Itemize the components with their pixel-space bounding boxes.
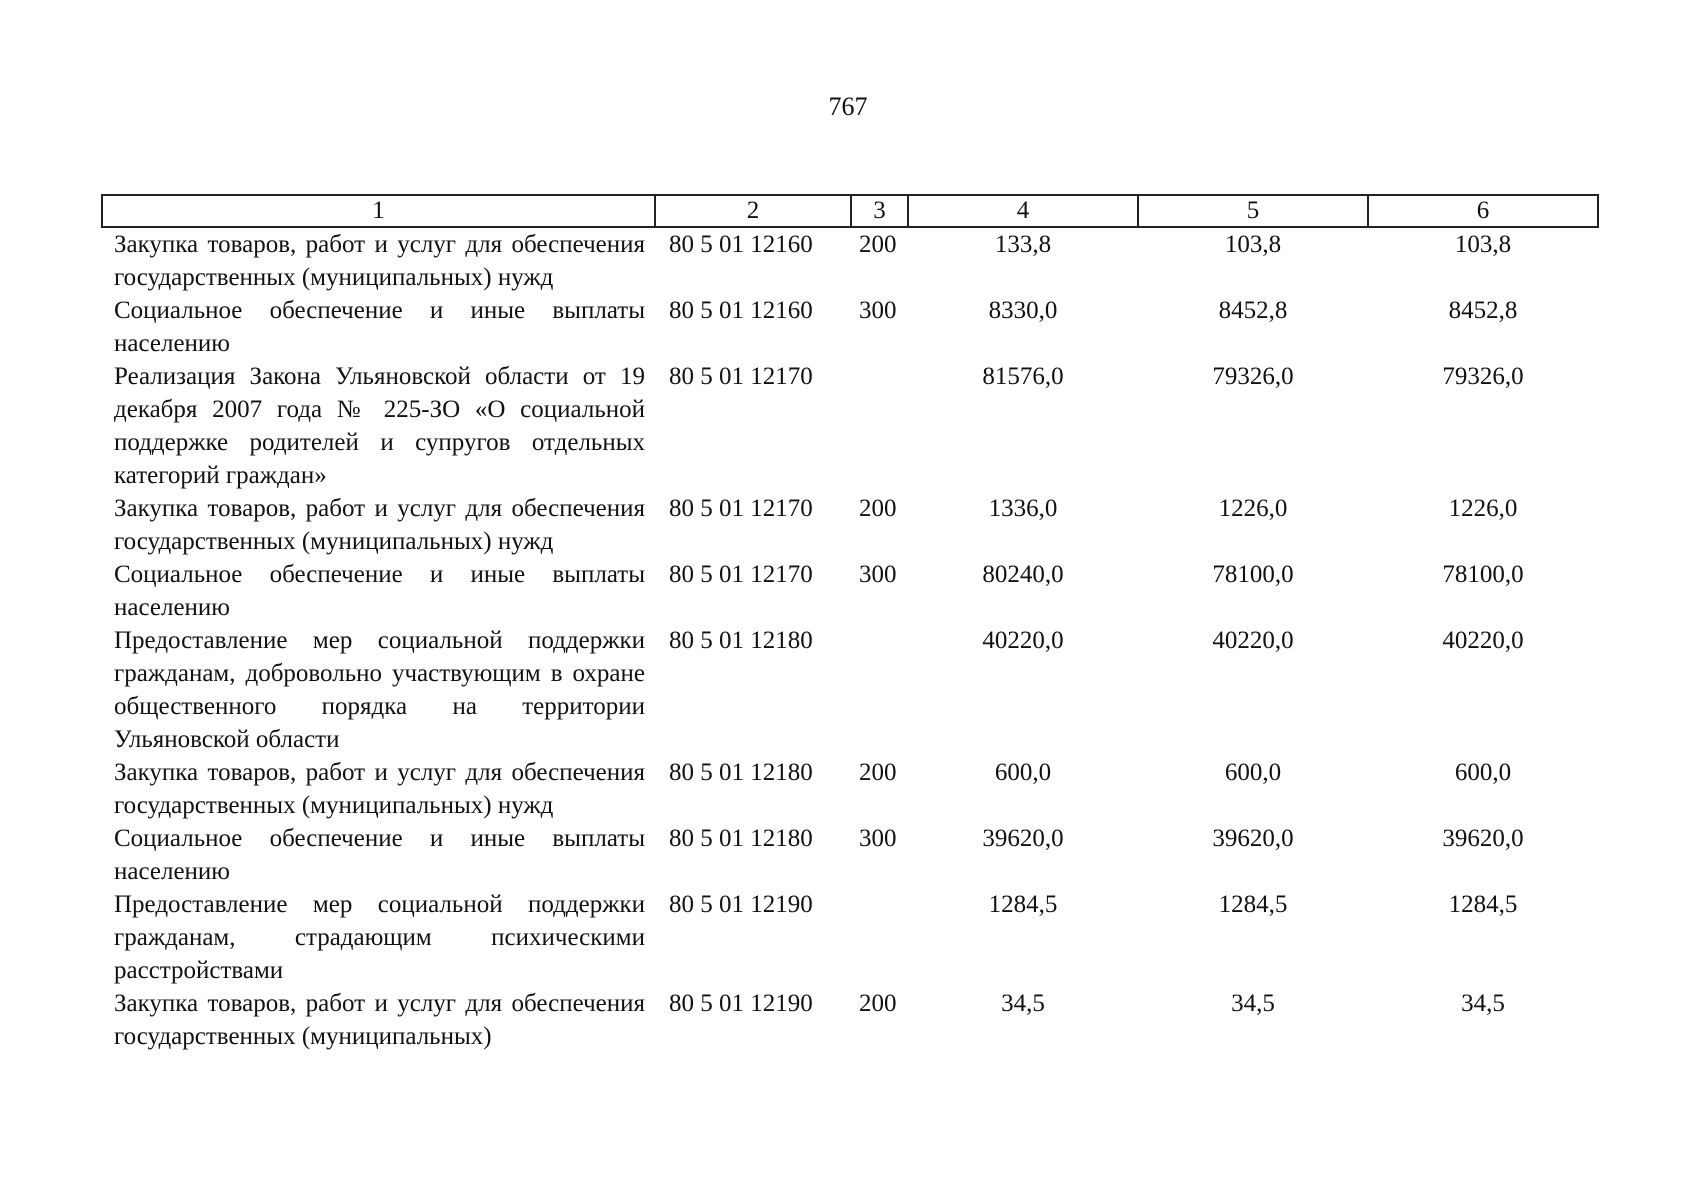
header-col-5: 5	[1138, 195, 1368, 227]
row-value-col5: 103,8	[1224, 231, 1282, 258]
row-description: Закупка товаров, работ и услуг для обеспечения государственных (муниципальных) нужд	[114, 231, 645, 291]
row-target-code: 80 5 01 12180	[669, 627, 813, 654]
row-value-col4: 133,8	[994, 231, 1052, 258]
row-value-col4: 81576,0	[982, 363, 1064, 390]
row-target-code: 80 5 01 12180	[669, 759, 813, 786]
row-value-col5: 78100,0	[1212, 561, 1294, 588]
row-expense-type: 200	[859, 990, 897, 1017]
header-col-2: 2	[655, 195, 851, 227]
row-value-col5: 1284,5	[1218, 891, 1288, 918]
row-value-col6: 600,0	[1454, 759, 1512, 786]
header-col-3: 3	[851, 195, 908, 227]
row-target-code: 80 5 01 12170	[669, 561, 813, 588]
row-target-code: 80 5 01 12170	[669, 363, 813, 390]
row-value-col5: 600,0	[1224, 759, 1282, 786]
row-target-code: 80 5 01 12180	[669, 825, 813, 852]
row-expense-type	[851, 888, 908, 987]
row-value-col5: 1226,0	[1218, 495, 1288, 522]
budget-table	[101, 194, 1599, 1053]
table-row	[102, 888, 1598, 987]
row-value-col5: 40220,0	[1212, 627, 1294, 654]
row-value-col6: 39620,0	[1442, 825, 1524, 852]
row-value-col6: 103,8	[1454, 231, 1512, 258]
row-description: Закупка товаров, работ и услуг для обеспечения государственных (муниципальных) нужд	[114, 495, 645, 555]
row-value-col6: 78100,0	[1442, 561, 1524, 588]
row-value-col4: 34,5	[1001, 990, 1045, 1017]
row-value-col4: 1284,5	[988, 891, 1058, 918]
row-description: Закупка товаров, работ и услуг для обеспечения государственных (муниципальных) нужд	[114, 759, 645, 819]
row-expense-type: 200	[859, 495, 897, 522]
header-col-1: 1	[102, 195, 655, 227]
table-row	[102, 756, 1598, 822]
row-description: Реализация Закона Ульяновской области от 19 декабря 2007 года № 225-ЗО «О социальной поддержке родителей и супругов отдельных категорий граждан»	[114, 363, 645, 489]
row-value-col4: 40220,0	[982, 627, 1064, 654]
row-description: Предоставление мер социальной поддержки гражданам, добровольно участвующим в охране общественного порядка на территории Ульяновской области	[114, 627, 645, 753]
budget-table-container	[101, 194, 1597, 1053]
row-value-col6: 34,5	[1461, 990, 1505, 1017]
row-expense-type	[851, 360, 908, 492]
row-expense-type	[851, 624, 908, 756]
row-expense-type: 300	[859, 825, 897, 852]
row-description: Социальное обеспечение и иные выплаты населению	[114, 825, 645, 885]
row-description: Предоставление мер социальной поддержки гражданам, страдающим психическими расстройствами	[114, 891, 645, 984]
row-target-code: 80 5 01 12190	[669, 990, 813, 1017]
table-row	[102, 227, 1598, 294]
table-row	[102, 987, 1598, 1053]
row-value-col4: 8330,0	[988, 297, 1058, 324]
row-value-col5: 34,5	[1231, 990, 1275, 1017]
table-row	[102, 624, 1598, 756]
row-value-col6: 40220,0	[1442, 627, 1524, 654]
page-number: 767	[828, 92, 868, 121]
header-col-4: 4	[908, 195, 1138, 227]
row-value-col4: 80240,0	[982, 561, 1064, 588]
row-expense-type: 200	[859, 759, 897, 786]
row-value-col4: 600,0	[994, 759, 1052, 786]
row-target-code: 80 5 01 12160	[669, 297, 813, 324]
table-header	[102, 195, 1598, 227]
table-row	[102, 492, 1598, 558]
row-value-col5: 8452,8	[1218, 297, 1288, 324]
row-value-col6: 8452,8	[1448, 297, 1518, 324]
row-expense-type: 300	[859, 561, 897, 588]
row-target-code: 80 5 01 12160	[669, 231, 813, 258]
row-target-code: 80 5 01 12190	[669, 891, 813, 918]
row-description: Социальное обеспечение и иные выплаты населению	[114, 297, 645, 357]
table-row	[102, 294, 1598, 360]
row-description: Социальное обеспечение и иные выплаты населению	[114, 561, 645, 621]
row-expense-type: 200	[859, 231, 897, 258]
header-col-6: 6	[1368, 195, 1598, 227]
row-value-col4: 39620,0	[982, 825, 1064, 852]
header-row	[102, 195, 1598, 227]
table-row	[102, 822, 1598, 888]
table-row	[102, 558, 1598, 624]
row-value-col6: 1226,0	[1448, 495, 1518, 522]
table-row	[102, 360, 1598, 492]
row-value-col5: 39620,0	[1212, 825, 1294, 852]
row-value-col6: 79326,0	[1442, 363, 1524, 390]
table-body	[102, 227, 1598, 1053]
row-description: Закупка товаров, работ и услуг для обеспечения государственных (муниципальных)	[114, 990, 645, 1050]
row-value-col6: 1284,5	[1448, 891, 1518, 918]
row-expense-type: 300	[859, 297, 897, 324]
row-target-code: 80 5 01 12170	[669, 495, 813, 522]
row-value-col5: 79326,0	[1212, 363, 1294, 390]
row-value-col4: 1336,0	[988, 495, 1058, 522]
